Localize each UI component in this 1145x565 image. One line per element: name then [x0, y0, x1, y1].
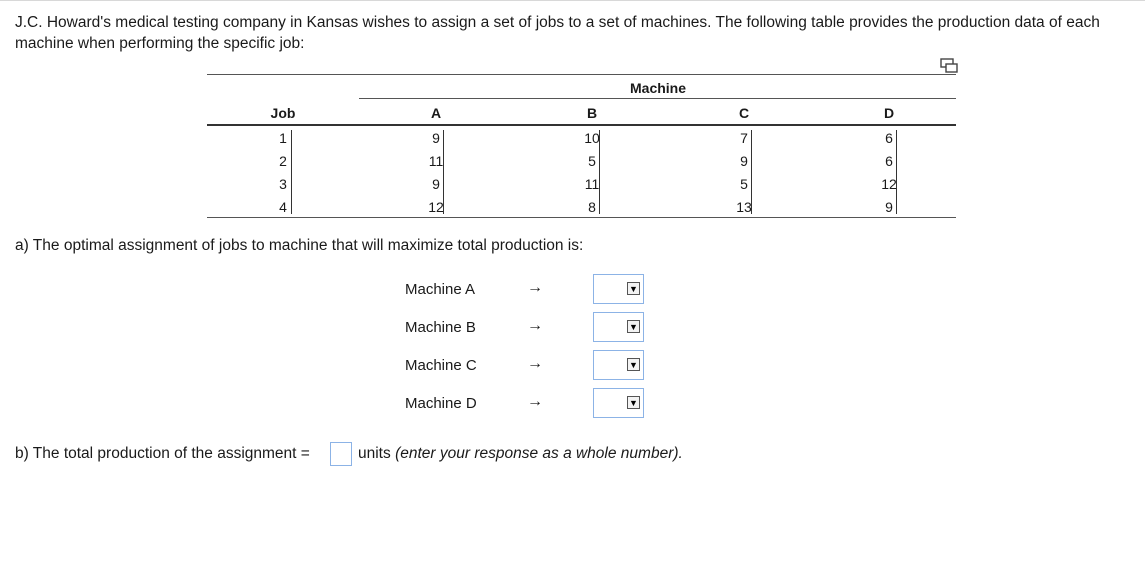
- job-cell: 2: [279, 153, 287, 169]
- value-cell: 9: [432, 176, 440, 192]
- copy-table-icon[interactable]: [940, 58, 958, 74]
- units-hint: [358, 445, 683, 463]
- value-cell: 9: [885, 199, 893, 215]
- problem-statement: J.C. Howard's medical testing company in Kansas wishes to assign a set of jobs to a set of machines. The following table provides the production data of each machine when performing the specific job:: [15, 14, 1100, 52]
- machine-d-header: D: [883, 105, 895, 121]
- machine-a-job-dropdown[interactable]: [593, 274, 644, 304]
- machine-b-header: B: [586, 105, 598, 121]
- arrow-icon: →: [527, 279, 543, 296]
- part-b-prompt: b) The total production of the assignment =: [15, 445, 310, 462]
- machine-a-label: Machine A: [405, 281, 476, 298]
- table-bottom-rule: [207, 217, 956, 218]
- arrow-icon: →: [527, 355, 543, 372]
- part-a-prompt: a) The optimal assignment of jobs to machine that will maximize total production is:: [15, 237, 584, 254]
- arrow-icon: →: [527, 317, 543, 334]
- value-cell: 11: [584, 176, 600, 192]
- machine-group-rule: [359, 98, 956, 99]
- column-separator: [896, 130, 897, 214]
- chevron-down-icon[interactable]: ▼: [627, 282, 640, 295]
- chevron-down-icon[interactable]: ▼: [627, 396, 640, 409]
- machine-b-job-dropdown[interactable]: [593, 312, 644, 342]
- chevron-down-icon[interactable]: ▼: [627, 320, 640, 333]
- value-cell: 13: [736, 199, 752, 215]
- value-cell: 11: [428, 153, 444, 169]
- top-divider: [0, 0, 1145, 1]
- total-production-input[interactable]: [330, 442, 352, 466]
- arrow-icon: →: [527, 393, 543, 410]
- value-cell: 12: [428, 199, 444, 215]
- value-cell: 10: [584, 130, 600, 146]
- job-cell: 4: [279, 199, 287, 215]
- value-cell: 6: [885, 130, 893, 146]
- value-cell: 6: [885, 153, 893, 169]
- machine-c-header: C: [738, 105, 750, 121]
- machine-group-header: Machine: [629, 80, 687, 96]
- value-cell: 9: [740, 153, 748, 169]
- value-cell: 7: [740, 130, 748, 146]
- value-cell: 8: [588, 199, 596, 215]
- units-label: units: [358, 445, 391, 462]
- machine-d-label: Machine D: [405, 395, 477, 412]
- machine-d-job-dropdown[interactable]: [593, 388, 644, 418]
- table-top-rule: [207, 74, 956, 75]
- machine-b-label: Machine B: [405, 319, 476, 336]
- header-rule: [207, 124, 956, 126]
- column-separator: [291, 130, 292, 214]
- chevron-down-icon[interactable]: ▼: [627, 358, 640, 371]
- response-hint: (enter your response as a whole number).: [395, 445, 683, 462]
- machine-c-label: Machine C: [405, 357, 477, 374]
- value-cell: 5: [588, 153, 596, 169]
- value-cell: 9: [432, 130, 440, 146]
- job-cell: 1: [279, 130, 287, 146]
- job-column-header: Job: [270, 105, 296, 121]
- machine-a-header: A: [430, 105, 442, 121]
- job-cell: 3: [279, 176, 287, 192]
- value-cell: 12: [881, 176, 897, 192]
- value-cell: 5: [740, 176, 748, 192]
- machine-c-job-dropdown[interactable]: [593, 350, 644, 380]
